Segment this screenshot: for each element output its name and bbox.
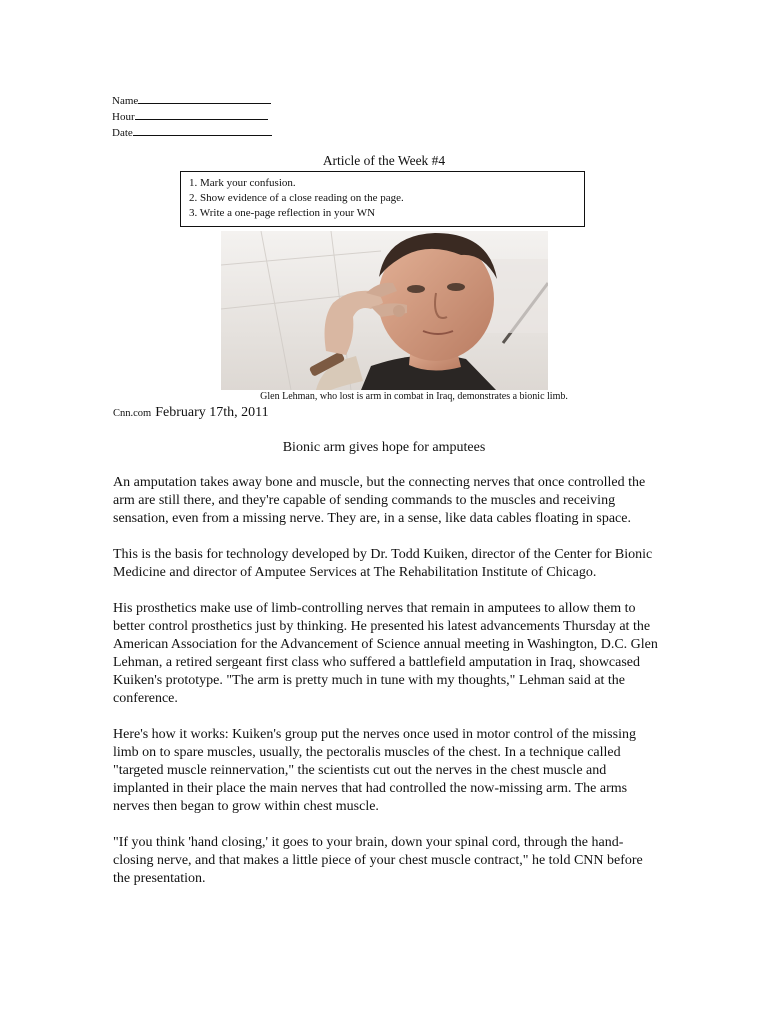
article-photo [221,231,548,390]
article-paragraph: An amputation takes away bone and muscle, but the connecting nerves that once controlled the arm are still there, and they're capable of sending commands to the muscles and receiving sensation, even from a missing nerve. They are, in a sense, like data cables floating in space. [113,475,646,526]
name-label: Name [112,95,139,107]
article-paragraph: Here's how it works: Kuiken's group put the nerves once used in motor control of the missing limb on to spare muscles, usually, the pectoralis muscles of the chest. In a technique called "targeted muscle reinnervation," the scientists cut out the nerves in the chest muscle and implanted in their place the main nerves that had controlled the now-missing arm. The arms nerves then began to grow within chest muscle. [113,727,636,814]
name-field[interactable] [112,93,272,109]
instructions-box [180,171,585,227]
hour-label: Hour [112,111,135,123]
instruction-item: 2. Show evidence of a close reading on the page. [189,192,404,204]
instruction-item: 3. Write a one-page reflection in your WN [189,207,376,219]
article-paragraph: His prosthetics make use of limb-controlling nerves that remain in amputees to allow them to better control prosthetics just by thinking. He presented his latest advancements Thursday at the American Association for the Advancement of Science annual meeting in Washington, D.C. Glen Lehman, a retired sergeant first class who suffered a battlefield amputation in Iraq, showcased Kuiken's prototype. "The arm is pretty much in tune with my thoughts," Lehman said at the conference. [113,601,658,706]
instruction-item: 1. Mark your confusion. [189,177,296,189]
student-info-fields [112,93,272,141]
publish-date: February 17th, 2011 [155,405,269,420]
photo-caption: Glen Lehman, who lost is arm in combat in Iraq, demonstrates a bionic limb. [260,391,568,402]
date-blank-line[interactable] [133,125,272,136]
source-line [113,405,269,421]
article-paragraph: "If you think 'hand closing,' it goes to your brain, down your spinal cord, through the hand-closing nerve, and that makes a little piece of your chest muscle contract," he told CNN before the presentation. [113,835,643,886]
bionic-arm-photo-illustration [221,231,548,390]
date-field[interactable] [112,125,272,141]
date-label: Date [112,127,133,139]
source-site: Cnn.com [113,408,152,419]
name-blank-line[interactable] [138,93,271,104]
article-body [113,474,661,906]
article-paragraph: This is the basis for technology developed by Dr. Todd Kuiken, director of the Center for Bionic Medicine and director of Amputee Services at The Rehabilitation Institute of Chicago. [113,547,653,580]
page-title: Article of the Week #4 [322,153,446,168]
hour-blank-line[interactable] [135,109,268,120]
hour-field[interactable] [112,109,272,125]
article-headline: Bionic arm gives hope for amputees [282,440,486,455]
